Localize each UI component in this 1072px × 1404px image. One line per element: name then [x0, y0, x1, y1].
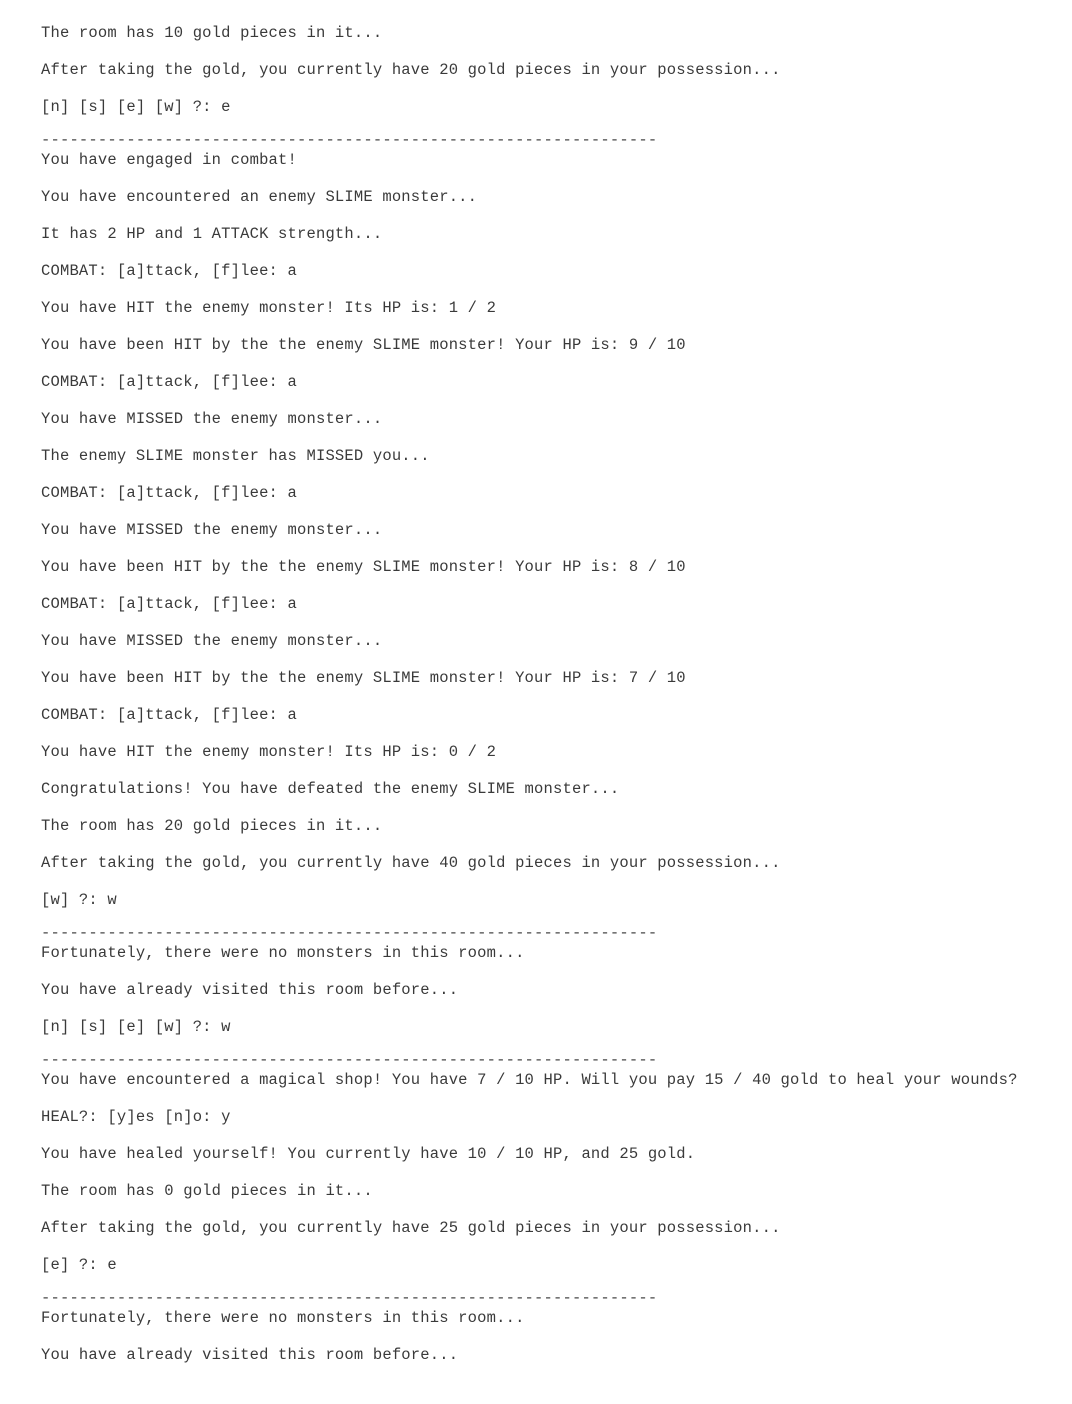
console-line: Fortunately, there were no monsters in this room...	[41, 944, 525, 962]
input-prompt-line: COMBAT: [a]ttack, [f]lee: a	[41, 373, 298, 391]
section-divider: -----------------------------------------------------------------	[41, 131, 658, 149]
console-line: The enemy SLIME monster has MISSED you...	[41, 447, 430, 465]
console-line: You have MISSED the enemy monster...	[41, 410, 383, 428]
console-line: You have been HIT by the the enemy SLIME monster! Your HP is: 8 / 10	[41, 558, 686, 576]
section-divider: -----------------------------------------------------------------	[41, 924, 658, 942]
console-line: You have MISSED the enemy monster...	[41, 632, 383, 650]
input-prompt-line: [e] ?: e	[41, 1256, 117, 1274]
console-line: You have been HIT by the the enemy SLIME monster! Your HP is: 7 / 10	[41, 669, 686, 687]
console-line: The room has 10 gold pieces in it...	[41, 24, 383, 42]
console-line: You have HIT the enemy monster! Its HP is: 1 / 2	[41, 299, 497, 317]
console-line: The room has 0 gold pieces in it...	[41, 1182, 373, 1200]
input-prompt-line: COMBAT: [a]ttack, [f]lee: a	[41, 262, 298, 280]
console-line: You have been HIT by the the enemy SLIME monster! Your HP is: 9 / 10	[41, 336, 686, 354]
console-line: You have already visited this room before...	[41, 981, 459, 999]
input-prompt-line: [w] ?: w	[41, 891, 117, 909]
console-line: After taking the gold, you currently have 40 gold pieces in your possession...	[41, 854, 781, 872]
console-line: Congratulations! You have defeated the enemy SLIME monster...	[41, 780, 620, 798]
console-line: You have MISSED the enemy monster...	[41, 521, 383, 539]
input-prompt-line: COMBAT: [a]ttack, [f]lee: a	[41, 484, 298, 502]
section-divider: -----------------------------------------------------------------	[41, 1289, 658, 1307]
console-line: You have healed yourself! You currently have 10 / 10 HP, and 25 gold.	[41, 1145, 696, 1163]
console-line: Fortunately, there were no monsters in this room...	[41, 1309, 525, 1327]
console-line: You have already visited this room before...	[41, 1346, 459, 1364]
input-prompt-line: [n] [s] [e] [w] ?: w	[41, 1018, 231, 1036]
console-line: The room has 20 gold pieces in it...	[41, 817, 383, 835]
input-prompt-line: HEAL?: [y]es [n]o: y	[41, 1108, 231, 1126]
console-line: After taking the gold, you currently have 20 gold pieces in your possession...	[41, 61, 781, 79]
console-line: You have engaged in combat!	[41, 151, 298, 169]
input-prompt-line: COMBAT: [a]ttack, [f]lee: a	[41, 706, 298, 724]
input-prompt-line: COMBAT: [a]ttack, [f]lee: a	[41, 595, 298, 613]
console-line: You have encountered an enemy SLIME monster...	[41, 188, 478, 206]
console-line: After taking the gold, you currently have 25 gold pieces in your possession...	[41, 1219, 781, 1237]
console-line: You have encountered a magical shop! You have 7 / 10 HP. Will you pay 15 / 40 gold to heal your wounds?	[41, 1071, 1018, 1089]
console-line: It has 2 HP and 1 ATTACK strength...	[41, 225, 383, 243]
input-prompt-line: [n] [s] [e] [w] ?: e	[41, 98, 231, 116]
console-line: You have HIT the enemy monster! Its HP is: 0 / 2	[41, 743, 497, 761]
section-divider: -----------------------------------------------------------------	[41, 1051, 658, 1069]
